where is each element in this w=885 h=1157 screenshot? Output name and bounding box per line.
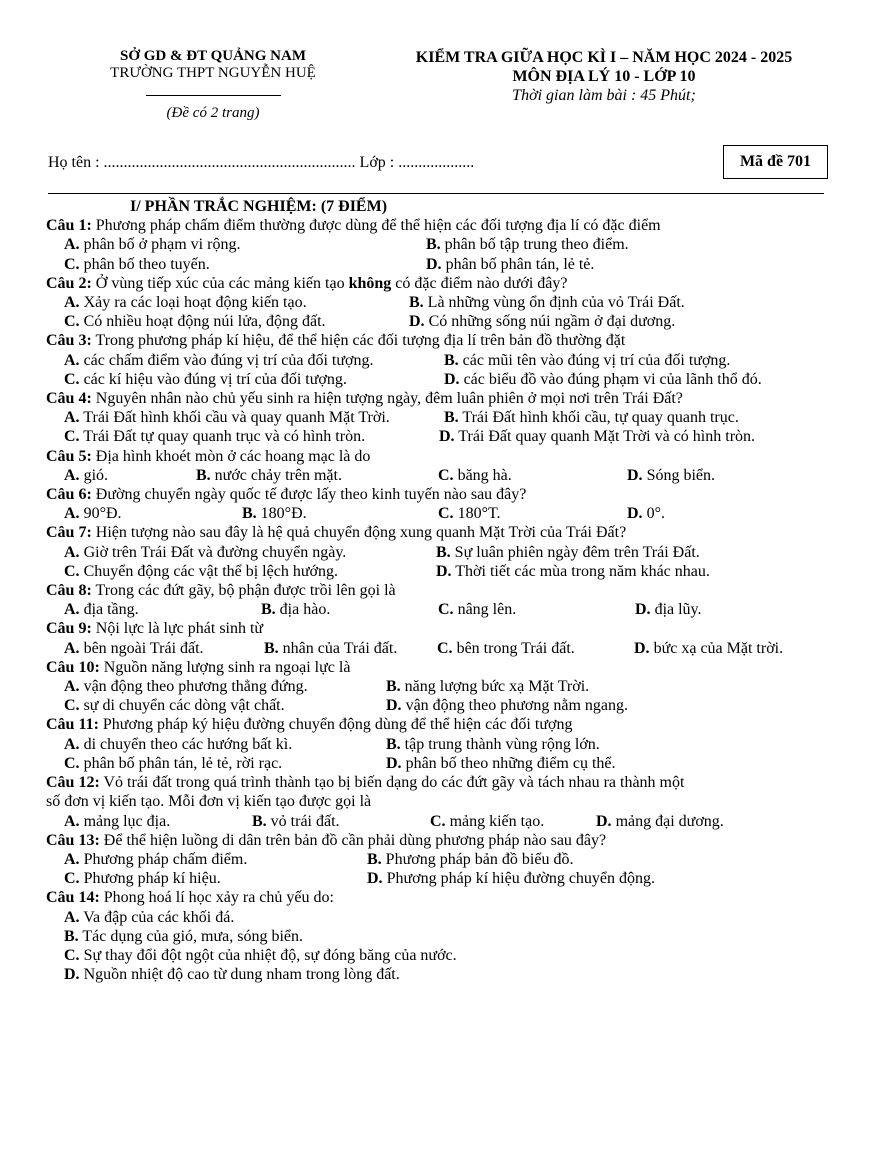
question-2 bbox=[46, 274, 836, 293]
question-number: Câu 2: bbox=[46, 274, 92, 292]
option-b[interactable]: B. vỏ trái đất. bbox=[252, 812, 340, 830]
question-13 bbox=[46, 831, 836, 850]
options-row bbox=[46, 543, 836, 562]
option-b[interactable]: B. nhân của Trái đất. bbox=[264, 639, 398, 657]
options-row bbox=[46, 504, 836, 523]
header-divider bbox=[48, 193, 824, 194]
option-a[interactable]: A. Trái Đất hình khối cầu và quay quanh Mặt Trời. bbox=[64, 409, 390, 427]
option-c[interactable]: C. các kí hiệu vào đúng vị trí của đối tượng. bbox=[64, 370, 347, 388]
option-c[interactable]: C. sự di chuyển các dòng vật chất. bbox=[64, 697, 285, 715]
option-d[interactable]: D. Thời tiết các mùa trong năm khác nhau. bbox=[436, 562, 710, 580]
option-a[interactable]: A. Va đập của các khối đá. bbox=[64, 908, 235, 926]
options-row bbox=[46, 351, 836, 370]
option-a[interactable]: A. bên ngoài Trái đất. bbox=[64, 639, 204, 657]
options-row bbox=[46, 735, 836, 754]
student-fields bbox=[48, 154, 474, 172]
question-number: Câu 13: bbox=[46, 831, 100, 849]
option-c[interactable]: C. băng hà. bbox=[438, 466, 512, 484]
question-6 bbox=[46, 485, 836, 504]
option-a[interactable]: A. mảng lục địa. bbox=[64, 812, 171, 830]
option-a[interactable]: A. phân bố ở phạm vi rộng. bbox=[64, 236, 241, 254]
question-stem-end: có đặc điểm nào dưới đây? bbox=[391, 274, 568, 292]
exam-duration: Thời gian làm bài : 45 Phút; bbox=[512, 87, 696, 104]
option-c[interactable]: C. nâng lên. bbox=[438, 601, 517, 619]
question-stem: Hiện tượng nào sau đây là hệ quả chuyển động xung quanh Mặt Trời của Trái Đất? bbox=[91, 524, 627, 542]
options-row bbox=[46, 312, 836, 331]
exam-info-block bbox=[374, 48, 834, 105]
question-7 bbox=[46, 523, 836, 542]
option-c[interactable]: C. 180°T. bbox=[438, 505, 501, 523]
options-row bbox=[46, 370, 836, 389]
options-row bbox=[46, 600, 836, 619]
class-label: Lớp : bbox=[355, 154, 399, 171]
option-c[interactable]: C. bên trong Trái đất. bbox=[437, 639, 575, 657]
option-d[interactable]: D. phân bố phân tán, lẻ tẻ. bbox=[426, 255, 595, 273]
question-stem-continued: số đơn vị kiến tạo. Mỗi đơn vị kiến tạo được gọi là bbox=[46, 793, 372, 811]
option-c[interactable]: C. phân bố phân tán, lẻ tẻ, rời rạc. bbox=[64, 754, 283, 772]
question-9 bbox=[46, 619, 836, 638]
option-c[interactable]: C. Sự thay đổi đột ngột của nhiệt độ, sự đóng băng của nước. bbox=[64, 946, 457, 964]
question-4 bbox=[46, 389, 836, 408]
question-3 bbox=[46, 331, 836, 350]
exam-code-box: Mã đề 701 bbox=[723, 145, 828, 179]
question-number: Câu 7: bbox=[46, 524, 92, 542]
pages-note: (Đề có 2 trang) bbox=[166, 105, 260, 121]
question-number: Câu 4: bbox=[46, 390, 92, 408]
option-c[interactable]: C. Phương pháp kí hiệu. bbox=[64, 870, 221, 888]
question-stem: Phương pháp ký hiệu đường chuyển động dùng để thể hiện các đối tượng bbox=[98, 716, 573, 734]
option-b[interactable]: B. địa hào. bbox=[261, 601, 331, 619]
option-b[interactable]: B. 180°Đ. bbox=[242, 505, 307, 523]
options-row bbox=[46, 408, 836, 427]
school-name: TRƯỜNG THPT NGUYỄN HUỆ bbox=[110, 65, 316, 81]
question-stem: Trong các đứt gãy, bộ phận được trồi lên gọi là bbox=[91, 582, 396, 600]
question-12 bbox=[46, 773, 836, 792]
exam-header bbox=[0, 48, 885, 138]
option-d[interactable]: D. Phương pháp kí hiệu đường chuyển động. bbox=[367, 870, 656, 888]
question-stem: Vỏ trái đất trong quá trình thành tạo bị biến dạng do các đứt gãy và tách nhau ra thành một bbox=[99, 774, 685, 792]
question-number: Câu 12: bbox=[46, 774, 100, 792]
header-rule bbox=[146, 95, 281, 96]
option-a[interactable]: A. Phương pháp chấm điểm. bbox=[64, 850, 248, 868]
option-d[interactable]: D. các biểu đồ vào đúng phạm vi của lãnh thổ đó. bbox=[444, 370, 762, 388]
question-stem: Nguồn năng lượng sinh ra ngoại lực là bbox=[99, 658, 351, 676]
question-5 bbox=[46, 447, 836, 466]
option-d[interactable]: D. Có những sống núi ngầm ở đại dương. bbox=[409, 313, 676, 331]
options-row bbox=[46, 466, 836, 485]
options-row bbox=[46, 293, 836, 312]
option-c[interactable]: C. mảng kiến tạo. bbox=[430, 812, 545, 830]
option-b[interactable]: B. Sự luân phiên ngày đêm trên Trái Đất. bbox=[436, 543, 700, 561]
option-d[interactable]: D. vận động theo phương nằm ngang. bbox=[386, 697, 628, 715]
option-a[interactable]: A. di chuyển theo các hướng bất kì. bbox=[64, 735, 293, 753]
school-block bbox=[88, 48, 338, 122]
option-d[interactable]: D. Nguồn nhiệt độ cao từ dung nham trong lòng đất. bbox=[64, 966, 400, 984]
question-stem: Phương pháp chấm điểm thường được dùng để thể hiện các đối tượng địa lí có đặc điểm bbox=[91, 217, 661, 235]
option-d[interactable]: D. phân bố theo những điểm cụ thể. bbox=[386, 754, 616, 772]
option-d[interactable]: D. mảng đại dương. bbox=[596, 812, 724, 830]
option-d[interactable]: D. bức xạ của Mặt trời. bbox=[634, 639, 784, 657]
question-stem: Địa hình khoét mòn ở các hoang mạc là do bbox=[91, 447, 371, 465]
options-row bbox=[46, 639, 836, 658]
question-stem: Để thể hiện luồng di dân trên bản đồ cần phải dùng phương pháp nào sau đây? bbox=[99, 831, 607, 849]
option-c[interactable]: C. Có nhiều hoạt động núi lửa, động đất. bbox=[64, 313, 326, 331]
question-8 bbox=[46, 581, 836, 600]
option-d[interactable]: D. Sóng biển. bbox=[627, 466, 716, 484]
option-b[interactable]: B. Tác dụng của gió, mưa, sóng biển. bbox=[64, 927, 303, 945]
question-14 bbox=[46, 888, 836, 907]
option-c[interactable]: C. Chuyển động các vật thể bị lệch hướng. bbox=[64, 562, 338, 580]
question-number: Câu 11: bbox=[46, 716, 99, 734]
question-number: Câu 8: bbox=[46, 582, 92, 600]
question-stem: Nguyên nhân nào chủ yếu sinh ra hiện tượng ngày, đêm luân phiên ở mọi nơi trên Trái Đất? bbox=[91, 390, 683, 408]
question-stem: Ở vùng tiếp xúc của các mảng kiến tạo bbox=[91, 274, 349, 292]
class-blank[interactable]: ................... bbox=[398, 154, 475, 171]
subject-title: MÔN ĐỊA LÝ 10 - LỚP 10 bbox=[512, 68, 696, 85]
options-row bbox=[46, 812, 836, 831]
question-stem-emphasis: không bbox=[348, 274, 392, 292]
question-stem: Trong phương pháp kí hiệu, để thể hiện các đối tượng địa lí trên bản đồ thường đặt bbox=[91, 332, 626, 350]
option-a[interactable]: A. Giờ trên Trái Đất và đường chuyển ngày. bbox=[64, 543, 347, 561]
option-d[interactable]: D. 0°. bbox=[627, 505, 665, 523]
student-info-row bbox=[48, 145, 828, 179]
options-row bbox=[46, 850, 836, 869]
options-row bbox=[46, 754, 836, 773]
question-number: Câu 14: bbox=[46, 889, 100, 907]
option-a[interactable]: A. các chấm điểm vào đúng vị trí của đối tượng. bbox=[64, 351, 374, 369]
question-number: Câu 1: bbox=[46, 217, 92, 235]
option-b[interactable]: B. Là những vùng ổn định của vỏ Trái Đất. bbox=[409, 294, 685, 312]
option-b[interactable]: B. Trái Đất hình khối cầu, tự quay quanh trục. bbox=[444, 409, 739, 427]
options-row bbox=[46, 696, 836, 715]
option-b[interactable]: B. Phương pháp bản đồ biểu đồ. bbox=[367, 850, 574, 868]
option-b[interactable]: B. phân bố tập trung theo điểm. bbox=[426, 236, 629, 254]
name-label: Họ tên : bbox=[48, 154, 104, 171]
name-blank[interactable]: ............................................................... bbox=[103, 154, 356, 171]
option-a[interactable]: A. địa tầng. bbox=[64, 601, 139, 619]
option-a[interactable]: A. Xảy ra các loại hoạt động kiến tạo. bbox=[64, 294, 307, 312]
question-number: Câu 5: bbox=[46, 447, 92, 465]
options-row bbox=[46, 869, 836, 888]
question-number: Câu 3: bbox=[46, 332, 92, 350]
question-11 bbox=[46, 715, 836, 734]
question-stem: Đường chuyển ngày quốc tế được lấy theo kinh tuyến nào sau đây? bbox=[91, 486, 527, 504]
option-a[interactable]: A. vận động theo phương thẳng đứng. bbox=[64, 678, 308, 696]
question-stem: Phong hoá lí học xảy ra chủ yếu do: bbox=[99, 889, 334, 907]
question-number: Câu 6: bbox=[46, 486, 92, 504]
question-10 bbox=[46, 658, 836, 677]
question-list bbox=[46, 197, 836, 984]
question-number: Câu 10: bbox=[46, 658, 100, 676]
option-c[interactable]: C. Trái Đất tự quay quanh trục và có hình tròn. bbox=[64, 428, 366, 446]
option-a[interactable]: A. 90°Đ. bbox=[64, 505, 122, 523]
options-row bbox=[46, 677, 836, 696]
option-d[interactable]: D. địa lũy. bbox=[635, 601, 702, 619]
option-b[interactable]: B. nước chảy trên mặt. bbox=[196, 466, 342, 484]
option-b[interactable]: B. các mũi tên vào đúng vị trí của đối tượng. bbox=[444, 351, 731, 369]
options-row bbox=[46, 235, 836, 254]
options-row bbox=[46, 255, 836, 274]
option-b[interactable]: B. tập trung thành vùng rộng lớn. bbox=[386, 735, 600, 753]
exam-title: KIỂM TRA GIỮA HỌC KÌ I – NĂM HỌC 2024 - 2025 bbox=[415, 49, 793, 66]
option-a[interactable]: A. gió. bbox=[64, 466, 109, 484]
section-title: I/ PHẦN TRẮC NGHIỆM: (7 ĐIỂM) bbox=[130, 198, 388, 215]
option-c[interactable]: C. phân bố theo tuyến. bbox=[64, 255, 210, 273]
options-row bbox=[46, 427, 836, 446]
question-1 bbox=[46, 216, 836, 235]
option-b[interactable]: B. năng lượng bức xạ Mặt Trời. bbox=[386, 678, 590, 696]
question-stem: Nội lực là lực phát sinh từ bbox=[91, 620, 264, 638]
option-d[interactable]: D. Trái Đất quay quanh Mặt Trời và có hình tròn. bbox=[439, 428, 756, 446]
options-row bbox=[46, 562, 836, 581]
department-name: SỞ GD & ĐT QUẢNG NAM bbox=[120, 48, 306, 64]
question-number: Câu 9: bbox=[46, 620, 92, 638]
